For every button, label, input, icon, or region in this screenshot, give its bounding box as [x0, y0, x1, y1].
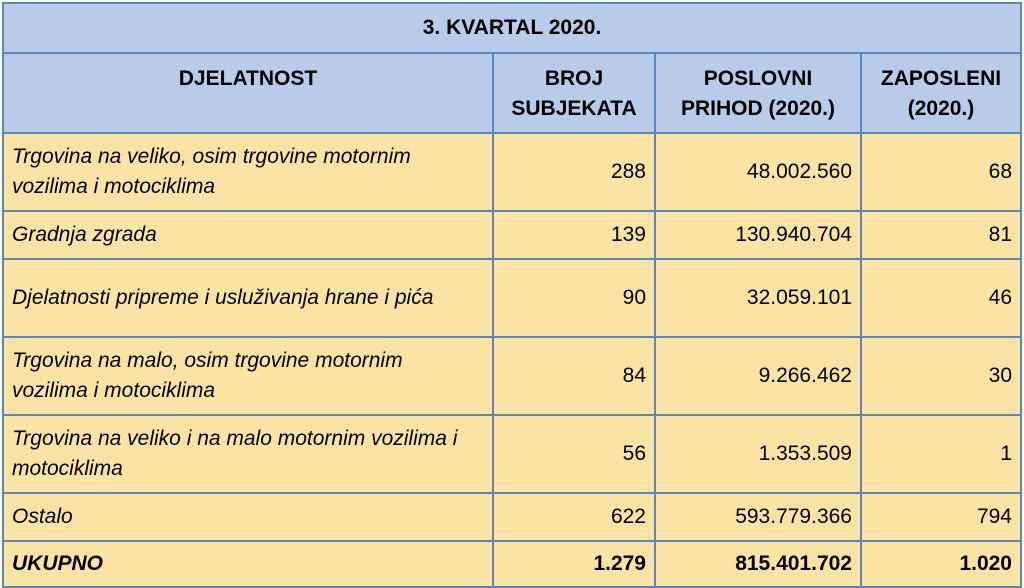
activity-cell: Djelatnosti pripreme i usluživanja hrane i pića — [3, 259, 493, 337]
subjects-cell: 288 — [493, 133, 655, 211]
table-row — [3, 493, 1021, 541]
employees-cell: 81 — [861, 211, 1021, 259]
revenue-cell: 9.266.462 — [655, 337, 861, 415]
header-subjects-line2: SUBJEKATA — [511, 97, 637, 120]
activity-cell: Trgovina na veliko i na malo motornim vozilima i motociklima — [3, 415, 493, 493]
table-title: 3. KVARTAL 2020. — [3, 3, 1021, 53]
revenue-cell: 48.002.560 — [655, 133, 861, 211]
revenue-cell: 130.940.704 — [655, 211, 861, 259]
header-subjects — [493, 53, 655, 133]
total-revenue: 815.401.702 — [655, 541, 861, 587]
employees-cell: 1 — [861, 415, 1021, 493]
employees-cell: 30 — [861, 337, 1021, 415]
subjects-cell: 90 — [493, 259, 655, 337]
header-employees-line2: (2020.) — [907, 97, 975, 120]
employees-cell: 46 — [861, 259, 1021, 337]
header-revenue-line2: PRIHOD (2020.) — [680, 97, 836, 120]
header-activity: DJELATNOST — [3, 53, 493, 133]
table-row — [3, 133, 1021, 211]
header-revenue — [655, 53, 861, 133]
header-employees-line1: ZAPOSLENI — [880, 67, 1002, 90]
activity-cell: Gradnja zgrada — [3, 211, 493, 259]
subjects-cell: 139 — [493, 211, 655, 259]
table-row — [3, 211, 1021, 259]
revenue-cell: 1.353.509 — [655, 415, 861, 493]
header-subjects-line1: BROJ — [544, 67, 604, 90]
header-employees — [861, 53, 1021, 133]
employees-cell: 68 — [861, 133, 1021, 211]
subjects-cell: 84 — [493, 337, 655, 415]
table-row — [3, 259, 1021, 337]
revenue-cell: 593.779.366 — [655, 493, 861, 541]
quarterly-activity-table — [2, 2, 1022, 588]
activity-cell: Ostalo — [3, 493, 493, 541]
total-employees: 1.020 — [861, 541, 1021, 587]
header-revenue-line1: POSLOVNI — [703, 67, 813, 90]
table-row — [3, 337, 1021, 415]
table-row — [3, 415, 1021, 493]
table-title-row — [3, 3, 1021, 53]
activity-cell: Trgovina na veliko, osim trgovine motornim vozilima i motociklima — [3, 133, 493, 211]
table-header-row — [3, 53, 1021, 133]
subjects-cell: 56 — [493, 415, 655, 493]
total-row — [3, 541, 1021, 587]
statistics-table-container — [2, 2, 1022, 588]
revenue-cell: 32.059.101 — [655, 259, 861, 337]
total-subjects: 1.279 — [493, 541, 655, 587]
total-label: UKUPNO — [3, 541, 493, 587]
employees-cell: 794 — [861, 493, 1021, 541]
activity-cell: Trgovina na malo, osim trgovine motornim vozilima i motociklima — [3, 337, 493, 415]
subjects-cell: 622 — [493, 493, 655, 541]
